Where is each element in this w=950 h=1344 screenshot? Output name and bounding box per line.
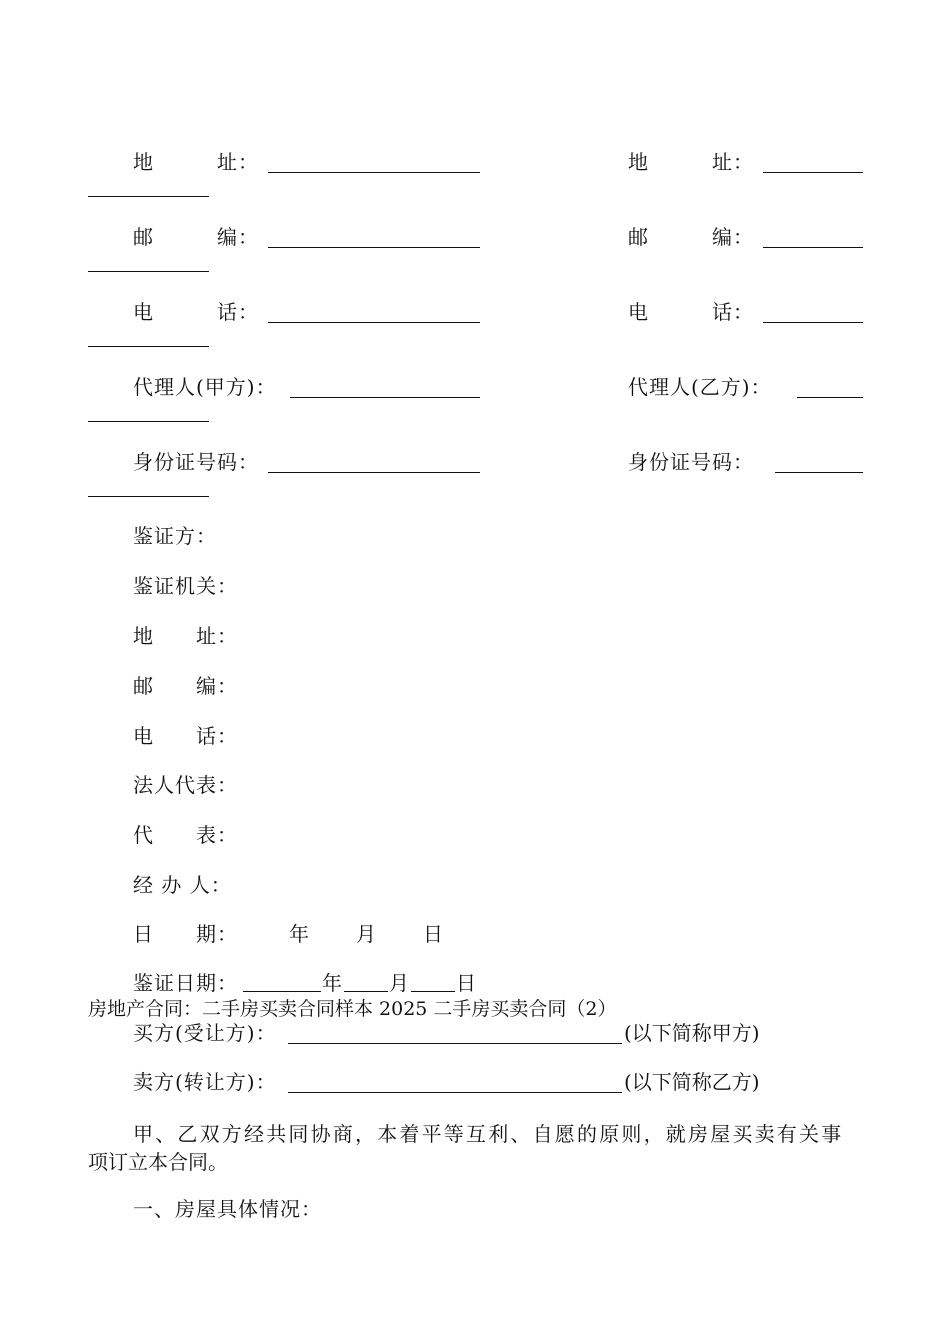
cert-date-day-line [411,991,455,992]
party-b-phone-line-cont [88,346,209,347]
party-b-postcode-label: 邮 编： [628,225,754,249]
cert-date-year-line [243,991,321,992]
contract-title: 房地产合同：二手房买卖合同样本 2025 二手房买卖合同（2） [88,998,617,1020]
notary-postcode-label: 邮 编： [133,674,238,698]
party-b-postcode-line-cont [88,271,209,272]
section-1-heading: 一、房屋具体情况： [133,1197,322,1221]
party-b-agent-label: 代理人(乙方)： [628,375,772,399]
cert-date-month: 月 [389,971,409,995]
notary-rep-label: 代 表： [133,823,238,847]
party-a-agent-line [290,397,480,398]
party-a-phone-label: 电 话： [133,300,259,324]
notary-date-label: 日 期： [133,922,238,946]
party-a-id-label: 身份证号码： [133,450,259,474]
party-b-phone-line [763,322,863,323]
notary-handler-label: 经 办 人： [133,873,232,897]
buyer-line [288,1043,622,1044]
notary-address-label: 地 址： [133,624,238,648]
party-b-agent-line-cont [88,421,209,422]
party-b-agent-line [797,397,863,398]
notary-legal-rep-label: 法人代表： [133,773,238,797]
party-a-phone-line [268,322,480,323]
party-a-agent-label: 代理人(甲方)： [133,375,277,399]
party-b-address-line-cont [88,196,209,197]
seller-line [288,1092,622,1093]
notary-date-month: 月 [356,922,376,946]
seller-suffix: (以下简称乙方) [624,1070,760,1094]
party-a-address-label: 地 址： [133,150,259,174]
buyer-label: 买方(受让方)： [133,1021,277,1045]
notary-date-day: 日 [423,922,443,946]
party-b-address-label: 地 址： [628,150,754,174]
intro-line-2: 项订立本合同。 [88,1150,228,1174]
party-a-postcode-line [268,247,480,248]
cert-date-year: 年 [322,971,342,995]
cert-date-label: 鉴证日期： [133,971,238,995]
intro-line-1: 甲、乙双方经共同协商，本着平等互利、自愿的原则，就房屋买卖有关事 [133,1122,844,1146]
party-b-address-line [763,172,863,173]
buyer-suffix: (以下简称甲方) [624,1021,760,1045]
party-b-postcode-line [763,247,863,248]
party-a-address-line [268,172,480,173]
notary-heading: 鉴证方： [133,524,217,548]
cert-date-day: 日 [456,971,476,995]
party-b-phone-label: 电 话： [628,300,754,324]
party-b-id-line [775,472,863,473]
notary-agency-label: 鉴证机关： [133,574,238,598]
party-b-id-line-cont [88,496,209,497]
notary-phone-label: 电 话： [133,724,238,748]
party-a-id-line [268,472,480,473]
seller-label: 卖方(转让方)： [133,1070,277,1094]
party-a-postcode-label: 邮 编： [133,225,259,249]
notary-date-year: 年 [289,922,309,946]
cert-date-month-line [344,991,388,992]
party-b-id-label: 身份证号码： [628,450,754,474]
